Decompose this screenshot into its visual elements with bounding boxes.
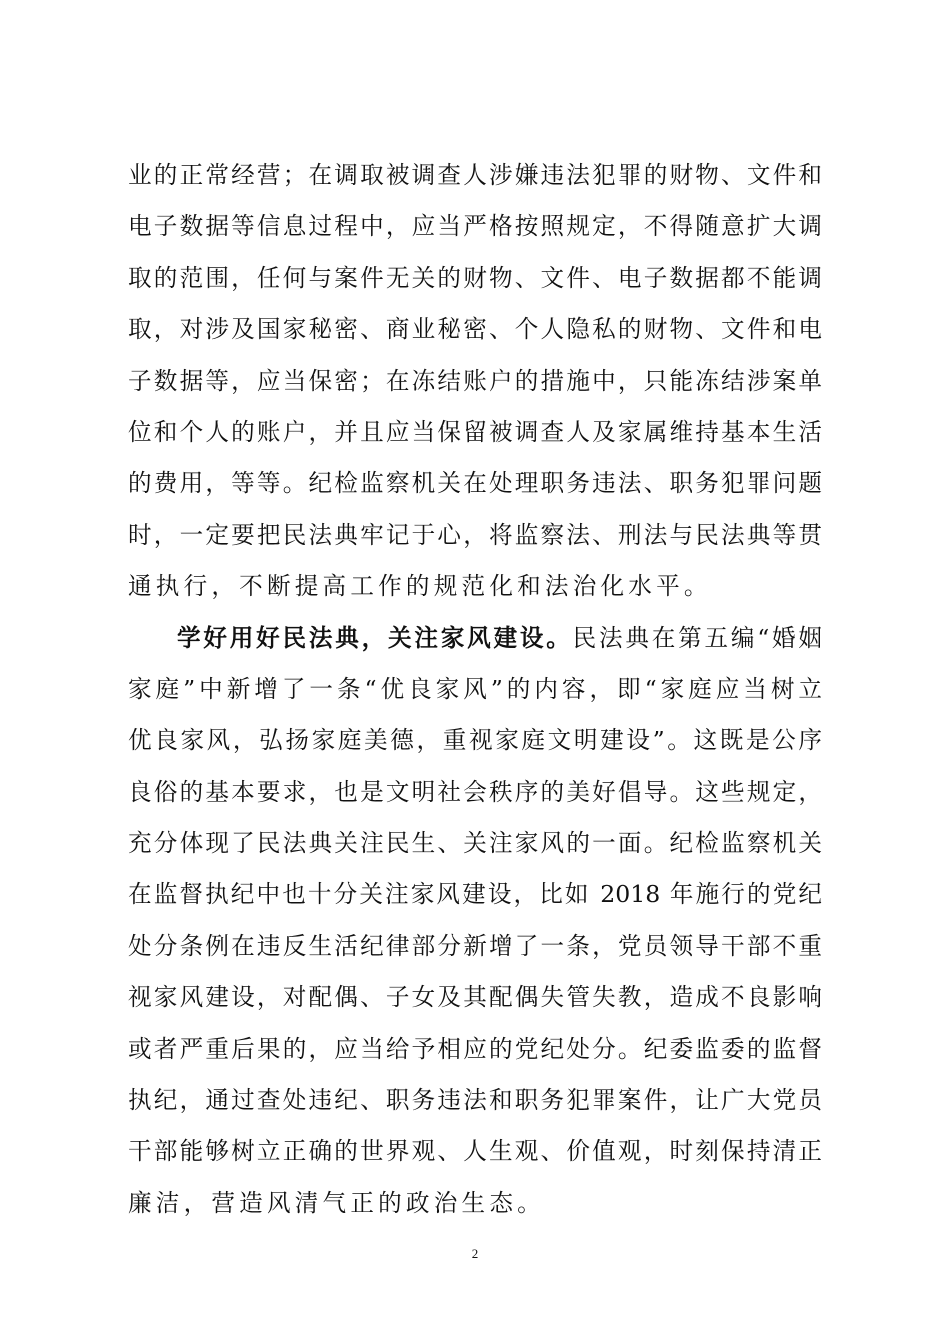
- text-line: 子数据等，应当保密；在冻结账户的措施中，只能冻结涉案单: [128, 366, 822, 395]
- text-line: 良俗的基本要求，也是文明社会秩序的美好倡导。这些规定，: [128, 777, 822, 806]
- text-line: 或者严重后果的，应当给予相应的党纪处分。纪委监委的监督: [128, 1034, 822, 1063]
- text-line: 处分条例在违反生活纪律部分新增了一条，党员领导干部不重: [128, 931, 822, 960]
- text-line: 时，一定要把民法典牢记于心，将监察法、刑法与民法典等贯: [128, 520, 822, 549]
- text-line: 取，对涉及国家秘密、商业秘密、个人隐私的财物、文件和电: [128, 315, 822, 344]
- text-line: 取的范围，任何与案件无关的财物、文件、电子数据都不能调: [128, 263, 822, 292]
- text-line: 的费用，等等。纪检监察机关在处理职务违法、职务犯罪问题: [128, 469, 822, 498]
- body-text: [128, 150, 822, 1229]
- text-line: 通执行，不断提高工作的规范化和法治化水平。: [128, 572, 712, 601]
- text-line: 充分体现了民法典关注民生、关注家风的一面。纪检监察机关: [128, 829, 822, 858]
- text-line: 优良家风，弘扬家庭美德，重视家庭文明建设”。这既是公序: [128, 726, 822, 755]
- paragraph-first-line: [128, 613, 822, 664]
- text-line: 视家风建设，对配偶、子女及其配偶失管失教，造成不良影响: [128, 983, 822, 1012]
- text-line: 电子数据等信息过程中，应当严格按照规定，不得随意扩大调: [128, 212, 822, 241]
- text-line: 廉洁，营造风清气正的政治生态。: [128, 1188, 545, 1217]
- text-span: 民法典在第五编“婚姻: [572, 623, 823, 652]
- text-line: 位和个人的账户，并且应当保留被调查人及家属维持基本生活: [128, 417, 822, 446]
- page-number: 2: [471, 1246, 479, 1261]
- text-line: 家庭”中新增了一条“优良家风”的内容，即“家庭应当树立: [128, 674, 822, 703]
- paragraph-lead-heading: 学好用好民法典，关注家风建设。: [177, 623, 573, 652]
- text-line: 执纪，通过查处违纪、职务违法和职务犯罪案件，让广大党员: [128, 1086, 822, 1115]
- text-line: 在监督执纪中也十分关注家风建设，比如 2018 年施行的党纪: [128, 880, 822, 909]
- text-line: 干部能够树立正确的世界观、人生观、价值观，时刻保持清正: [128, 1137, 822, 1166]
- text-line: 业的正常经营；在调取被调查人涉嫌违法犯罪的财物、文件和: [128, 161, 822, 189]
